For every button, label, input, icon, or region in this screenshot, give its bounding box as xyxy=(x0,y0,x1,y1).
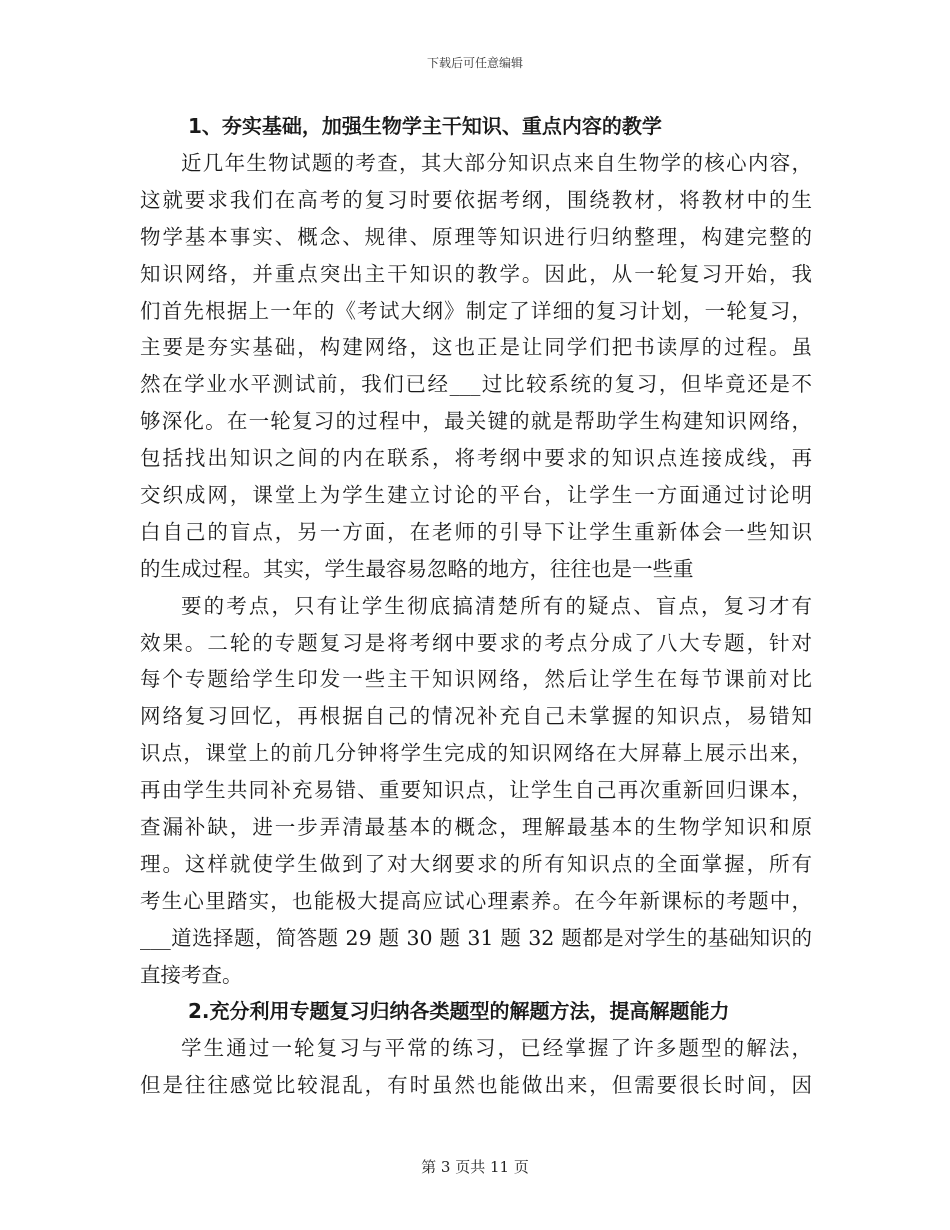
text-line: 但是往往感觉比较混乱，有时虽然也能做出来，但需要很长时间，因 xyxy=(140,1073,812,1098)
text-line: 效果。二轮的专题复习是将考纲中要求的考点分成了八大专题，针对 xyxy=(140,630,812,655)
text-line: 够深化。在一轮复习的过程中，最关键的就是帮助学生构建知识网络， xyxy=(140,409,812,434)
text-line: 近几年生物试题的考查，其大部分知识点来自生物学的核心内容， xyxy=(181,151,812,175)
paragraph-1 xyxy=(140,145,812,588)
text-line: 要的考点，只有让学生彻底搞清楚所有的疑点、盲点，复习才有 xyxy=(181,593,812,618)
text-line: 知识网络，并重点突出主干知识的教学。因此，从一轮复习开始，我 xyxy=(140,261,812,286)
text-line: 的生成过程。其实，学生最容易忽略的地方，往往也是一些重 xyxy=(140,556,694,581)
document-body xyxy=(140,108,812,1104)
page-footer: 第 3 页共 11 页 xyxy=(421,1158,529,1176)
text-line: 包括找出知识之间的内在联系，将考纲中要求的知识点连接成线，再 xyxy=(140,446,812,471)
text-line: 然在学业水平测试前，我们已经___过比较系统的复习，但毕竟还是不 xyxy=(140,372,812,397)
text-line: 白自己的盲点，另一方面，在老师的引导下让学生重新体会一些知识 xyxy=(140,519,812,544)
section-heading-1: 1、夯实基础，加强生物学主干知识、重点内容的教学 xyxy=(188,114,662,138)
paragraph-2 xyxy=(140,588,812,994)
text-line: 每个专题给学生印发一些主干知识网络，然后让学生在每节课前对比 xyxy=(140,667,812,692)
text-line: 考生心里踏实，也能极大提高应试心理素养。在今年新课标的考题中， xyxy=(140,888,812,913)
text-line: 主要是夯实基础，构建网络，这也正是让同学们把书读厚的过程。虽 xyxy=(140,335,812,360)
text-line: 交织成网，课堂上为学生建立讨论的平台，让学生一方面通过讨论明 xyxy=(140,483,812,508)
page-header: 下载后可任意编辑 xyxy=(426,56,523,70)
text-line: 查漏补缺，进一步弄清最基本的概念，理解最基本的生物学知识和原 xyxy=(140,815,812,840)
text-line: 们首先根据上一年的《考试大纲》制定了详细的复习计划，一轮复习， xyxy=(140,298,812,323)
text-line: 理。这样就使学生做到了对大纲要求的所有知识点的全面掌握，所有 xyxy=(140,851,812,876)
text-line: 网络复习回忆，再根据自己的情况补充自己未掌握的知识点，易错知 xyxy=(140,704,812,729)
text-line: 这就要求我们在高考的复习时要依据考纲，围绕教材，将教材中的生 xyxy=(140,187,812,212)
text-line: 物学基本事实、概念、规律、原理等知识进行归纳整理，构建完整的 xyxy=(140,224,812,249)
paragraph-3 xyxy=(140,1030,812,1104)
text-line: 直接考查。 xyxy=(140,962,243,987)
text-line: 识点，课堂上的前几分钟将学生完成的知识网络在大屏幕上展示出来， xyxy=(140,741,812,766)
text-line: ___道选择题，简答题 29 题 30 题 31 题 32 题都是对学生的基础知识的 xyxy=(140,925,812,950)
section-heading-2: 2.充分利用专题复习归纳各类题型的解题方法，提高解题能力 xyxy=(188,999,730,1024)
text-line: 再由学生共同补充易错、重要知识点，让学生自己再次重新回归课本， xyxy=(140,778,812,803)
text-line: 学生通过一轮复习与平常的练习，已经掌握了许多题型的解法， xyxy=(181,1036,812,1061)
